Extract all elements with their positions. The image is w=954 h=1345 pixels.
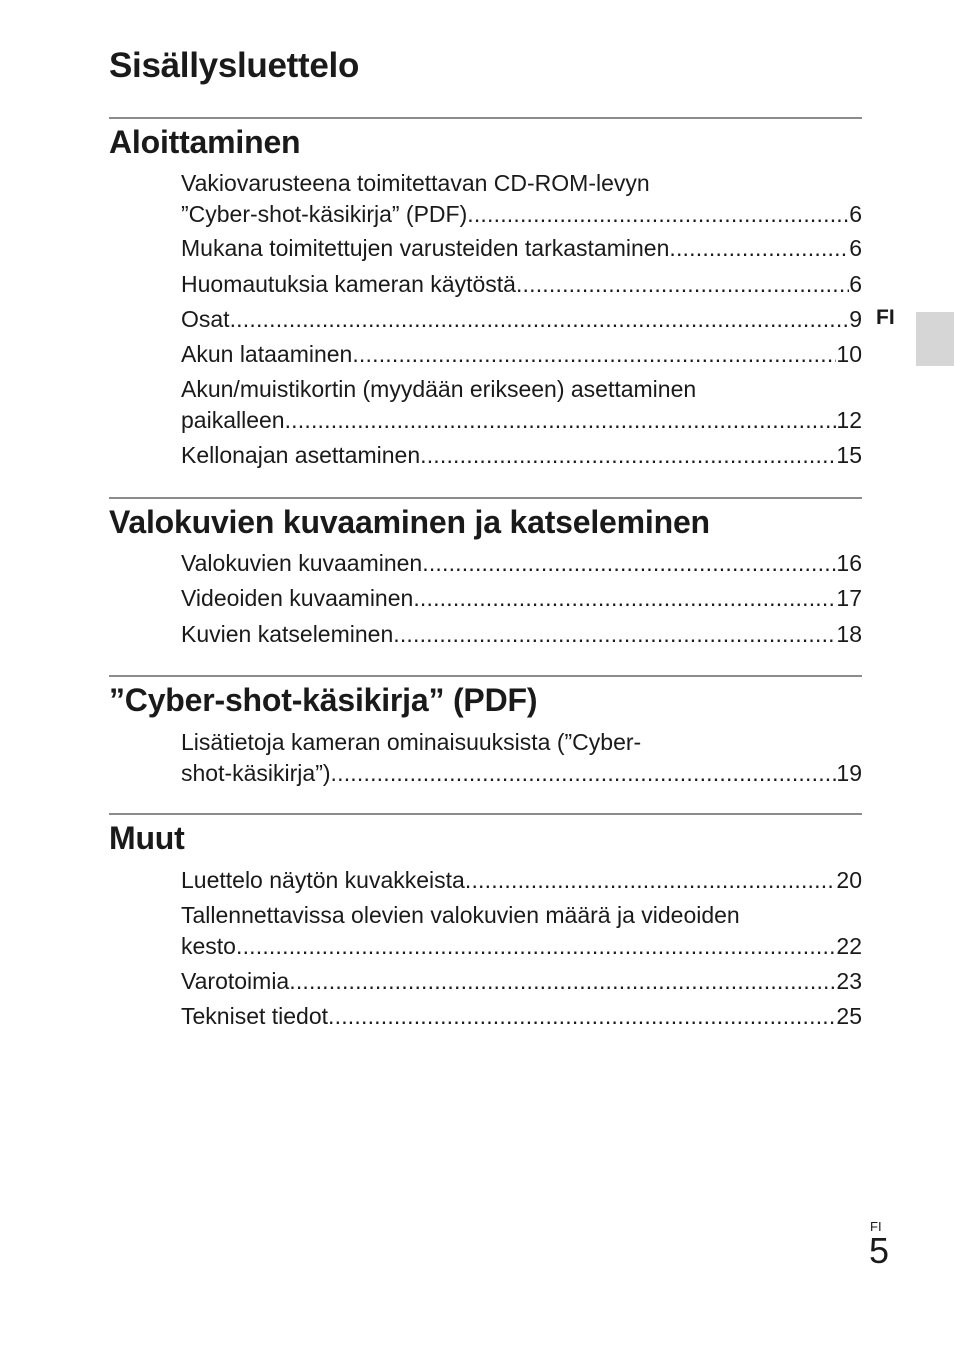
dot-leader bbox=[393, 619, 836, 650]
dot-leader bbox=[289, 966, 836, 997]
toc-entry-title: shot-käsikirja”) bbox=[181, 760, 331, 786]
page-number: 5 bbox=[869, 1230, 890, 1271]
toc-entry-title: Tekniset tiedot bbox=[181, 1003, 329, 1029]
toc-entry-title: Luettelo näytön kuvakkeista bbox=[181, 867, 465, 893]
toc-entry-title: Varotoimia bbox=[181, 968, 290, 994]
toc-entry[interactable] bbox=[181, 619, 862, 650]
dot-leader bbox=[413, 583, 836, 614]
toc-entry-line1: Tallennettavissa olevien valokuvien määrä ja videoiden bbox=[181, 902, 740, 928]
toc-page-number: 23 bbox=[836, 968, 862, 994]
toc-entry-title: Osat bbox=[181, 306, 230, 332]
toc-entry[interactable] bbox=[181, 865, 862, 896]
toc-page-number: 12 bbox=[836, 407, 862, 433]
dot-leader bbox=[230, 304, 850, 335]
toc-entry-title: Huomautuksia kameran käytöstä bbox=[181, 271, 516, 297]
toc-entry-line1: Lisätietoja kameran ominaisuuksista (”Cyber- bbox=[181, 729, 642, 755]
section-divider bbox=[109, 497, 862, 499]
toc-page-number: 20 bbox=[836, 867, 862, 893]
toc-page-number: 9 bbox=[849, 306, 862, 332]
toc-entry[interactable] bbox=[181, 727, 862, 789]
toc-entry[interactable] bbox=[181, 304, 862, 335]
page-title: Sisällysluettelo bbox=[109, 46, 360, 85]
section-aloittaminen bbox=[109, 117, 862, 477]
footer-language-code: FI bbox=[870, 1219, 882, 1234]
toc-entry-title: Valokuvien kuvaaminen bbox=[181, 550, 423, 576]
dot-leader bbox=[467, 199, 849, 230]
dot-leader bbox=[236, 931, 836, 962]
section-heading: Muut bbox=[109, 820, 185, 856]
toc-entry[interactable] bbox=[181, 583, 862, 614]
toc-page-number: 10 bbox=[836, 341, 862, 367]
toc-page-number: 6 bbox=[849, 235, 862, 261]
dot-leader bbox=[328, 1001, 836, 1032]
dot-leader bbox=[285, 405, 837, 436]
toc-page-number: 17 bbox=[836, 585, 862, 611]
toc-page-number: 15 bbox=[836, 442, 862, 468]
toc-entry[interactable] bbox=[181, 900, 862, 962]
toc-page-number: 18 bbox=[836, 621, 862, 647]
dot-leader bbox=[352, 339, 836, 370]
toc-entry[interactable] bbox=[181, 233, 862, 264]
dot-leader bbox=[669, 233, 849, 264]
toc-page-number: 6 bbox=[849, 201, 862, 227]
toc-page-number: 16 bbox=[836, 550, 862, 576]
toc-entry[interactable] bbox=[181, 1001, 862, 1032]
section-thumb-tab bbox=[916, 312, 954, 366]
toc-entry[interactable] bbox=[181, 269, 862, 300]
toc-entry-title: Kuvien katseleminen bbox=[181, 621, 394, 647]
section-valokuvien-kuvaaminen bbox=[109, 497, 862, 657]
toc-page-number: 22 bbox=[836, 933, 862, 959]
toc-entry[interactable] bbox=[181, 548, 862, 579]
section-divider bbox=[109, 117, 862, 119]
toc-page-number: 6 bbox=[849, 271, 862, 297]
toc-page-number: 19 bbox=[836, 760, 862, 786]
section-heading: Aloittaminen bbox=[109, 124, 301, 160]
toc-entry[interactable] bbox=[181, 339, 862, 370]
section-cyber-shot-kasikirja bbox=[109, 675, 862, 795]
toc-entry-line1: Akun/muistikortin (myydään erikseen) asettaminen bbox=[181, 376, 697, 402]
toc-entry-title: Mukana toimitettujen varusteiden tarkastaminen bbox=[181, 235, 670, 261]
toc-page-number: 25 bbox=[836, 1003, 862, 1029]
dot-leader bbox=[422, 548, 836, 579]
toc-entry-title: Kellonajan asettaminen bbox=[181, 442, 421, 468]
toc-entry-title: kesto bbox=[181, 933, 236, 959]
language-tab-label: FI bbox=[876, 306, 895, 329]
toc-entry-title: Akun lataaminen bbox=[181, 341, 353, 367]
toc-entry-title: ”Cyber-shot-käsikirja” (PDF) bbox=[181, 201, 468, 227]
dot-leader bbox=[331, 758, 837, 789]
toc-entry-line1: Vakiovarusteena toimitettavan CD-ROM-levyn bbox=[181, 170, 650, 196]
dot-leader bbox=[465, 865, 837, 896]
toc-entry[interactable] bbox=[181, 374, 862, 436]
section-muut bbox=[109, 813, 862, 1038]
dot-leader bbox=[516, 269, 849, 300]
section-divider bbox=[109, 675, 862, 677]
toc-entry-title: Videoiden kuvaaminen bbox=[181, 585, 414, 611]
toc-entry[interactable] bbox=[181, 966, 862, 997]
dot-leader bbox=[420, 440, 836, 471]
toc-entry[interactable] bbox=[181, 440, 862, 471]
section-heading: ”Cyber-shot-käsikirja” (PDF) bbox=[109, 682, 538, 718]
toc-entry[interactable] bbox=[181, 168, 862, 230]
toc-entry-title: paikalleen bbox=[181, 407, 285, 433]
section-divider bbox=[109, 813, 862, 815]
section-heading: Valokuvien kuvaaminen ja katseleminen bbox=[109, 504, 710, 540]
